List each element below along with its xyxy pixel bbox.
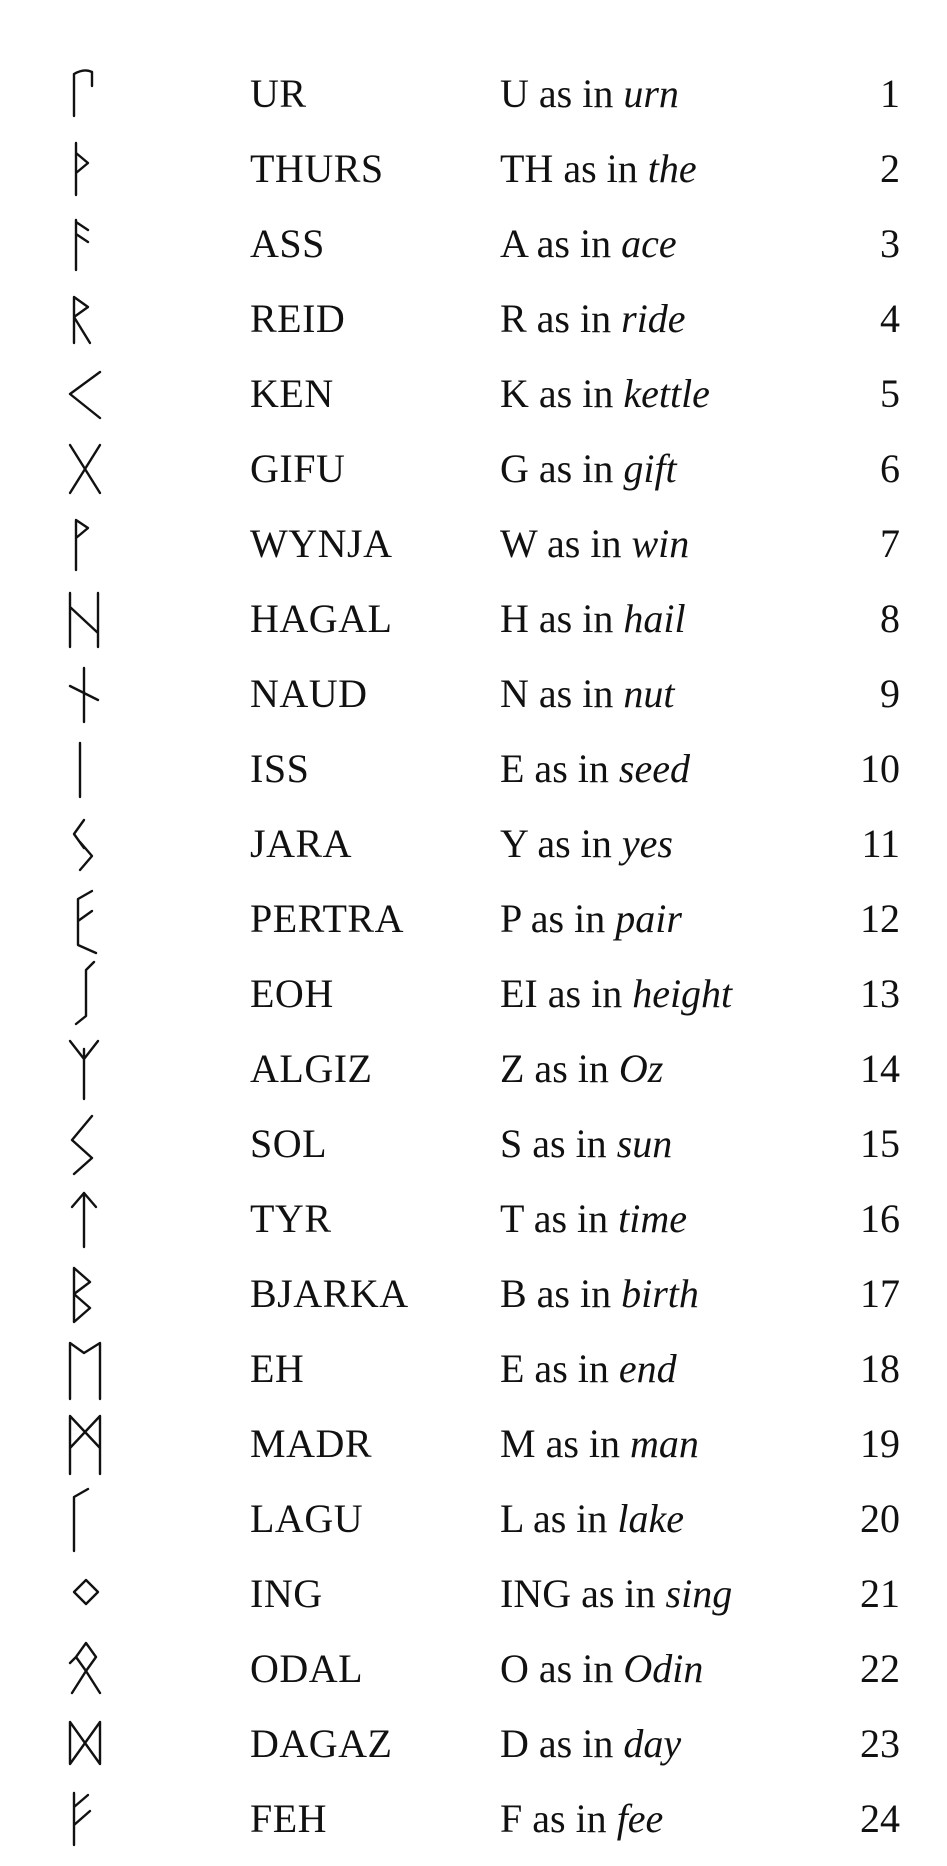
sound-prefix: R as in <box>500 296 622 341</box>
sound-example-word: win <box>631 521 690 566</box>
sound-prefix: EI as in <box>500 971 633 1016</box>
rune-sound <box>500 1331 677 1406</box>
hagal-rune-icon <box>62 581 108 656</box>
sound-example-word: the <box>647 146 697 191</box>
sound-prefix: H as in <box>500 596 624 641</box>
rune-table <box>0 56 947 1856</box>
sol-rune-icon <box>62 1106 108 1181</box>
gifu-rune-icon <box>62 431 108 506</box>
rune-number: 22 <box>860 1646 900 1691</box>
sound-prefix: Y as in <box>500 821 622 866</box>
rune-row-12 <box>0 881 947 956</box>
sound-example-word: sing <box>665 1571 733 1616</box>
rune-sound <box>500 1481 684 1556</box>
rune-name: ASS <box>250 221 325 266</box>
sound-prefix: S as in <box>500 1121 617 1166</box>
rune-row-7 <box>0 506 947 581</box>
rune-row-5 <box>0 356 947 431</box>
rune-sound <box>500 731 690 806</box>
rune-row-18 <box>0 1331 947 1406</box>
sound-example-word: seed <box>618 746 690 791</box>
sound-example-word: day <box>623 1721 682 1766</box>
sound-prefix: Z as in <box>500 1046 619 1091</box>
sound-example-word: kettle <box>623 371 710 416</box>
thurs-rune-icon <box>62 131 108 206</box>
rune-sound <box>500 956 732 1031</box>
rune-name: ISS <box>250 746 310 791</box>
rune-number: 1 <box>880 71 900 116</box>
sound-prefix: N as in <box>500 671 624 716</box>
rune-row-19 <box>0 1406 947 1481</box>
rune-sound <box>500 1406 699 1481</box>
rune-name: FEH <box>250 1796 328 1841</box>
rune-name: THURS <box>250 146 384 191</box>
sound-prefix: W as in <box>500 521 632 566</box>
rune-row-17 <box>0 1256 947 1331</box>
rune-row-6 <box>0 431 947 506</box>
rune-number: 13 <box>860 971 900 1016</box>
rune-number: 16 <box>860 1196 900 1241</box>
rune-name: KEN <box>250 371 334 416</box>
jara-rune-icon <box>62 806 108 881</box>
sound-example-word: urn <box>623 71 679 116</box>
sound-prefix: B as in <box>500 1271 622 1316</box>
rune-number: 15 <box>860 1121 900 1166</box>
rune-name: DAGAZ <box>250 1721 393 1766</box>
rune-number: 11 <box>861 821 900 866</box>
wynja-rune-icon <box>62 506 108 581</box>
rune-row-9 <box>0 656 947 731</box>
eoh-rune-icon <box>62 956 108 1031</box>
rune-name: ING <box>250 1571 323 1616</box>
rune-sound <box>500 1106 672 1181</box>
rune-name: BJARKA <box>250 1271 409 1316</box>
sound-example-word: ride <box>621 296 686 341</box>
rune-number: 8 <box>880 596 900 641</box>
rune-sound <box>500 206 677 281</box>
sound-prefix: A as in <box>500 221 622 266</box>
rune-number: 10 <box>860 746 900 791</box>
sound-prefix: E as in <box>500 746 619 791</box>
rune-number: 23 <box>860 1721 900 1766</box>
tyr-rune-icon <box>62 1181 108 1256</box>
rune-number: 24 <box>860 1796 900 1841</box>
rune-row-11 <box>0 806 947 881</box>
rune-sound <box>500 356 710 431</box>
rune-row-23 <box>0 1706 947 1781</box>
rune-number: 2 <box>880 146 900 191</box>
rune-sound <box>500 881 682 956</box>
dagaz-rune-icon <box>62 1706 108 1781</box>
rune-row-10 <box>0 731 947 806</box>
rune-name: ALGIZ <box>250 1046 373 1091</box>
sound-prefix: U as in <box>500 71 624 116</box>
sound-prefix: O as in <box>500 1646 624 1691</box>
pertra-rune-icon <box>62 881 108 956</box>
sound-prefix: K as in <box>500 371 624 416</box>
sound-prefix: TH as in <box>500 146 648 191</box>
sound-prefix: L as in <box>500 1496 618 1541</box>
rune-number: 9 <box>880 671 900 716</box>
rune-number: 3 <box>880 221 900 266</box>
ur-rune-icon <box>62 56 108 131</box>
rune-name: UR <box>250 71 307 116</box>
rune-number: 19 <box>860 1421 900 1466</box>
rune-name: HAGAL <box>250 596 393 641</box>
rune-row-20 <box>0 1481 947 1556</box>
sound-prefix: D as in <box>500 1721 624 1766</box>
sound-example-word: time <box>618 1196 688 1241</box>
rune-row-8 <box>0 581 947 656</box>
rune-sound <box>500 431 677 506</box>
feh-rune-icon <box>62 1781 108 1856</box>
sound-prefix: E as in <box>500 1346 619 1391</box>
rune-sound <box>500 806 673 881</box>
sound-example-word: yes <box>621 821 673 866</box>
rune-number: 6 <box>880 446 900 491</box>
ass-rune-icon <box>62 206 108 281</box>
rune-name: REID <box>250 296 346 341</box>
rune-number: 5 <box>880 371 900 416</box>
sound-prefix: M as in <box>500 1421 630 1466</box>
rune-sound <box>500 1181 687 1256</box>
sound-example-word: height <box>632 971 733 1016</box>
rune-sound <box>500 506 689 581</box>
sound-example-word: birth <box>621 1271 699 1316</box>
rune-number: 20 <box>860 1496 900 1541</box>
rune-row-22 <box>0 1631 947 1706</box>
rune-sound <box>500 1031 663 1106</box>
naud-rune-icon <box>62 656 108 731</box>
rune-sound <box>500 581 686 656</box>
sound-example-word: ace <box>621 221 677 266</box>
sound-example-word: pair <box>615 896 682 941</box>
sound-prefix: T as in <box>500 1196 619 1241</box>
rune-name: WYNJA <box>250 521 393 566</box>
rune-name: LAGU <box>250 1496 364 1541</box>
rune-sound <box>500 131 697 206</box>
rune-row-13 <box>0 956 947 1031</box>
rune-name: PERTRA <box>250 896 404 941</box>
rune-number: 17 <box>860 1271 900 1316</box>
rune-sound <box>500 1256 699 1331</box>
rune-row-3 <box>0 206 947 281</box>
rune-row-21 <box>0 1556 947 1631</box>
rune-sound <box>500 1706 681 1781</box>
sound-example-word: gift <box>623 446 677 491</box>
rune-name: SOL <box>250 1121 328 1166</box>
sound-example-word: fee <box>616 1796 664 1841</box>
sound-example-word: hail <box>623 596 686 641</box>
bjarka-rune-icon <box>62 1256 108 1331</box>
sound-example-word: Odin <box>623 1646 704 1691</box>
rune-sound <box>500 1631 703 1706</box>
rune-sound <box>500 656 674 731</box>
rune-row-1 <box>0 56 947 131</box>
rune-number: 12 <box>860 896 900 941</box>
iss-rune-icon <box>62 731 108 806</box>
sound-example-word: lake <box>617 1496 685 1541</box>
sound-prefix: F as in <box>500 1796 617 1841</box>
rune-name: ODAL <box>250 1646 364 1691</box>
rune-row-24 <box>0 1781 947 1856</box>
odal-rune-icon <box>62 1631 108 1706</box>
algiz-rune-icon <box>62 1031 108 1106</box>
sound-example-word: end <box>618 1346 677 1391</box>
rune-name: GIFU <box>250 446 346 491</box>
ken-rune-icon <box>62 356 108 431</box>
rune-name: MADR <box>250 1421 373 1466</box>
rune-sound <box>500 1781 663 1856</box>
eh-rune-icon <box>62 1331 108 1406</box>
sound-example-word: sun <box>616 1121 673 1166</box>
sound-prefix: ING as in <box>500 1571 666 1616</box>
rune-row-16 <box>0 1181 947 1256</box>
rune-name: JARA <box>250 821 353 866</box>
sound-prefix: P as in <box>500 896 616 941</box>
rune-sound <box>500 1556 732 1631</box>
rune-number: 14 <box>860 1046 900 1091</box>
rune-name: TYR <box>250 1196 332 1241</box>
madr-rune-icon <box>62 1406 108 1481</box>
rune-sound <box>500 56 679 131</box>
sound-example-word: man <box>630 1421 699 1466</box>
rune-row-2 <box>0 131 947 206</box>
rune-name: NAUD <box>250 671 368 716</box>
sound-example-word: nut <box>623 671 675 716</box>
rune-row-14 <box>0 1031 947 1106</box>
ing-rune-icon <box>62 1556 108 1631</box>
rune-name: EH <box>250 1346 305 1391</box>
rune-sound <box>500 281 686 356</box>
reid-rune-icon <box>62 281 108 356</box>
rune-row-4 <box>0 281 947 356</box>
sound-example-word: Oz <box>618 1046 664 1091</box>
sound-prefix: G as in <box>500 446 624 491</box>
rune-number: 4 <box>880 296 900 341</box>
rune-row-15 <box>0 1106 947 1181</box>
rune-number: 21 <box>860 1571 900 1616</box>
rune-name: EOH <box>250 971 334 1016</box>
rune-number: 18 <box>860 1346 900 1391</box>
lagu-rune-icon <box>62 1481 108 1556</box>
rune-number: 7 <box>880 521 900 566</box>
